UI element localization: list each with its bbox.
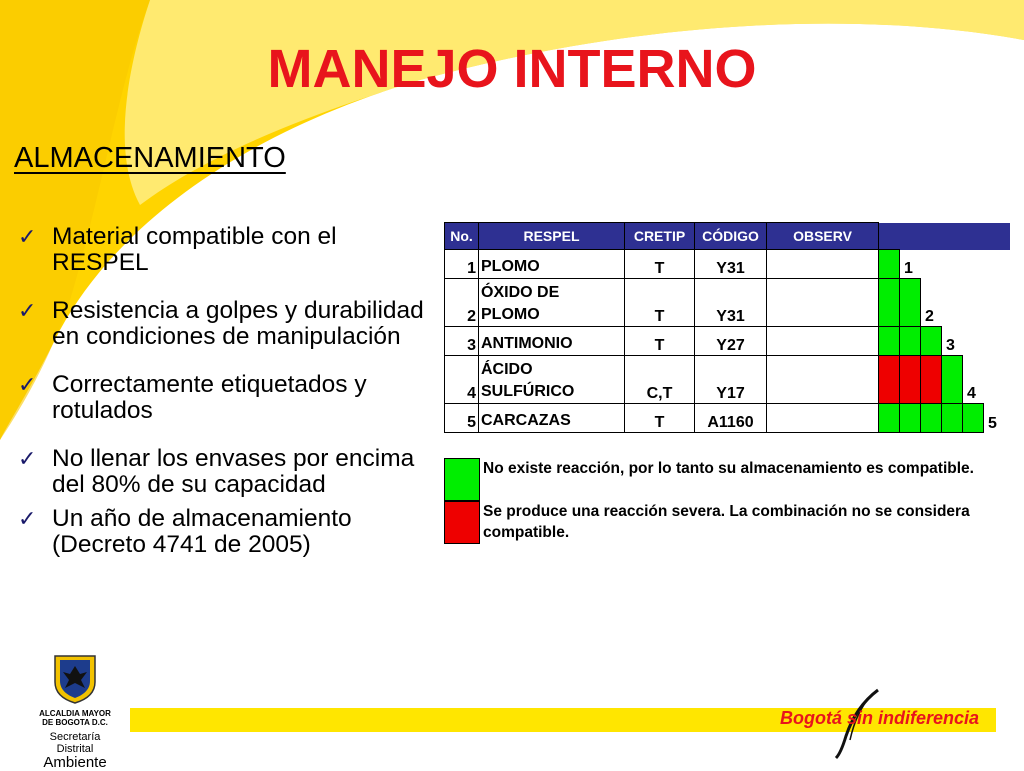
bullet-item xyxy=(18,506,436,558)
row-number: 3 xyxy=(445,327,479,356)
legend-swatch-red xyxy=(444,501,480,544)
bullet-text: Correctamente etiquetados y rotulados xyxy=(52,371,367,424)
bullet-list xyxy=(18,224,436,558)
slogan-text: Bogotá sin indiferencia xyxy=(780,708,980,728)
compat-cell-green xyxy=(900,279,921,327)
cretip-cell: C,T xyxy=(625,356,695,404)
legend-swatch-green xyxy=(444,458,480,501)
legend-text: No existe reacción, por lo tanto su almacenamiento es compatible. xyxy=(483,460,974,477)
bullet-text: Un año de almacenamiento (Decreto 4741 de 2005) xyxy=(52,505,352,558)
page-title: MANEJO INTERNO xyxy=(267,39,757,99)
compat-cell-green xyxy=(921,327,942,356)
bullet-item xyxy=(18,446,436,498)
legend-item-compatible xyxy=(444,458,1018,501)
respel-name: ÓXIDO DE PLOMO xyxy=(479,279,625,327)
diagonal-label: 1 xyxy=(904,260,913,277)
bullet-text: Material compatible con el RESPEL xyxy=(52,223,337,276)
table-row xyxy=(445,356,1010,404)
codigo-cell: Y31 xyxy=(695,279,767,327)
section-subtitle: ALMACENAMIENTO xyxy=(14,142,286,174)
cretip-cell: T xyxy=(625,279,695,327)
compat-cell-red xyxy=(879,356,900,404)
row-number: 1 xyxy=(445,250,479,279)
observ-cell xyxy=(767,250,879,279)
compat-cell-green xyxy=(879,250,900,279)
cretip-cell: T xyxy=(625,250,695,279)
codigo-cell: Y17 xyxy=(695,356,767,404)
checkmark-icon: ✓ xyxy=(18,372,37,397)
legend-item-incompatible xyxy=(444,501,1018,544)
compat-cell-green xyxy=(879,279,900,327)
bullet-text: No llenar los envases por encima del 80% de su capacidad xyxy=(52,445,415,498)
bullet-item xyxy=(18,224,436,276)
row-number: 5 xyxy=(445,404,479,433)
table-row xyxy=(445,404,1010,433)
row-number: 4 xyxy=(445,356,479,404)
bullet-item xyxy=(18,298,436,350)
compat-cell-green xyxy=(921,404,942,433)
header-respel: RESPEL xyxy=(479,223,625,250)
header-codigo: CÓDIGO xyxy=(695,223,767,250)
table-row xyxy=(445,250,1010,279)
compat-cell-green xyxy=(879,327,900,356)
logo-line: ALCALDIA MAYOR xyxy=(39,709,111,718)
bullet-text: Resistencia a golpes y durabilidad en condiciones de manipulación xyxy=(52,297,424,350)
legend xyxy=(444,458,1018,544)
observ-cell xyxy=(767,356,879,404)
diagonal-label: 3 xyxy=(946,337,955,354)
compat-cell-green xyxy=(879,404,900,433)
header-no: No. xyxy=(445,223,479,250)
row-number: 2 xyxy=(445,279,479,327)
checkmark-icon: ✓ xyxy=(18,298,37,323)
logo-line: DE BOGOTA D.C. xyxy=(42,718,108,727)
compatibility-table xyxy=(444,222,1010,433)
observ-cell xyxy=(767,327,879,356)
compat-cell-green xyxy=(900,404,921,433)
cretip-cell: T xyxy=(625,327,695,356)
respel-name: CARCAZAS xyxy=(479,404,625,433)
checkmark-icon: ✓ xyxy=(18,224,37,249)
observ-cell xyxy=(767,279,879,327)
codigo-cell: Y27 xyxy=(695,327,767,356)
diagonal-label: 4 xyxy=(967,385,976,402)
observ-cell xyxy=(767,404,879,433)
legend-text: Se produce una reacción severa. La combinación no se considera compatible. xyxy=(483,503,970,541)
compat-cell-green xyxy=(900,327,921,356)
cretip-cell: T xyxy=(625,404,695,433)
compat-cell-green xyxy=(963,404,984,433)
logo-line: Secretaría Distrital xyxy=(49,731,101,755)
table-row xyxy=(445,279,1010,327)
checkmark-icon: ✓ xyxy=(18,446,37,471)
respel-name: ÁCIDO SULFÚRICO xyxy=(479,356,625,404)
compat-cell-red xyxy=(900,356,921,404)
codigo-cell: A1160 xyxy=(695,404,767,433)
header-observ: OBSERV xyxy=(767,223,879,250)
checkmark-icon: ✓ xyxy=(18,506,37,531)
logo-line: Ambiente xyxy=(43,754,107,771)
compat-cell-green xyxy=(942,404,963,433)
respel-name: ANTIMONIO xyxy=(479,327,625,356)
header-cretip: CRETIP xyxy=(625,223,695,250)
diagonal-label: 2 xyxy=(925,308,934,325)
compat-cell-green xyxy=(942,356,963,404)
table-row xyxy=(445,327,1010,356)
respel-name: PLOMO xyxy=(479,250,625,279)
codigo-cell: Y31 xyxy=(695,250,767,279)
bullet-item xyxy=(18,372,436,424)
diagonal-label: 5 xyxy=(988,414,997,432)
table-header-row xyxy=(445,223,1010,250)
alcaldia-logo xyxy=(30,654,120,770)
compat-cell-red xyxy=(921,356,942,404)
coat-of-arms-icon xyxy=(52,654,98,704)
